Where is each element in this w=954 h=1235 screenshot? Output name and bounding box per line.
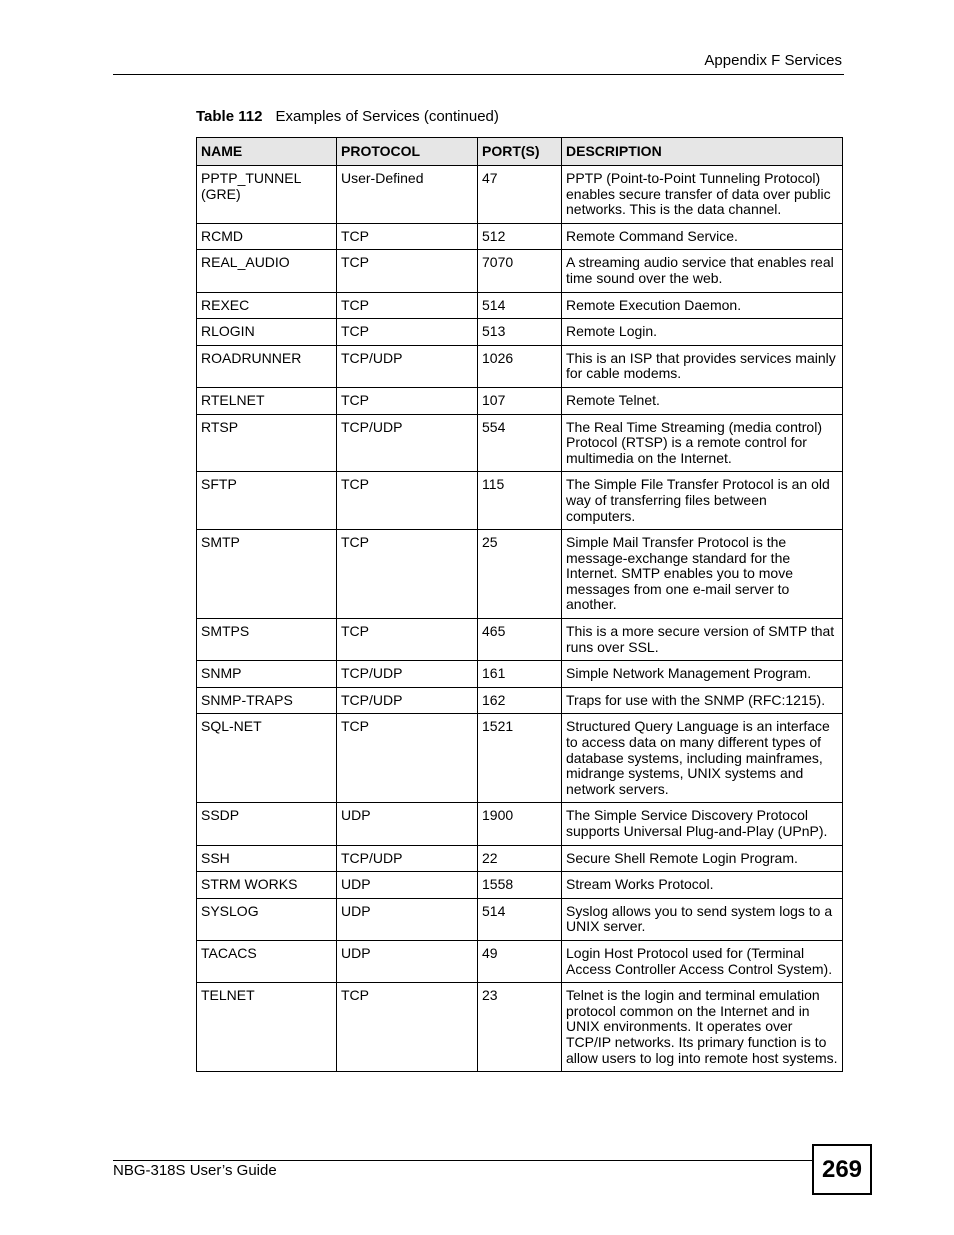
cell-ports: 23 — [478, 983, 562, 1072]
cell-name: REXEC — [197, 292, 337, 319]
table-row — [197, 845, 843, 872]
cell-ports: 7070 — [478, 250, 562, 292]
cell-ports: 465 — [478, 619, 562, 661]
column-header-protocol: PROTOCOL — [337, 138, 478, 166]
cell-protocol: User-Defined — [337, 166, 478, 224]
cell-name: ROADRUNNER — [197, 345, 337, 387]
cell-protocol: TCP/UDP — [337, 414, 478, 472]
cell-ports: 1521 — [478, 714, 562, 803]
table-row — [197, 223, 843, 250]
table-row — [197, 472, 843, 530]
table-row — [197, 661, 843, 688]
cell-name: TELNET — [197, 983, 337, 1072]
cell-description: The Simple File Transfer Protocol is an old way of transferring files between computers. — [562, 472, 843, 530]
cell-description: Login Host Protocol used for (Terminal Access Controller Access Control System). — [562, 940, 843, 982]
cell-description: Traps for use with the SNMP (RFC:1215). — [562, 687, 843, 714]
cell-description: Simple Network Management Program. — [562, 661, 843, 688]
cell-description: PPTP (Point-to-Point Tunneling Protocol) enables secure transfer of data over public networks. This is the data channel. — [562, 166, 843, 224]
table-body — [197, 166, 843, 1072]
table-row — [197, 530, 843, 619]
cell-description: Syslog allows you to send system logs to a UNIX server. — [562, 898, 843, 940]
cell-protocol: TCP — [337, 619, 478, 661]
cell-name: TACACS — [197, 940, 337, 982]
table-row — [197, 687, 843, 714]
table-row — [197, 345, 843, 387]
cell-name: SQL-NET — [197, 714, 337, 803]
cell-ports: 1026 — [478, 345, 562, 387]
cell-protocol: TCP — [337, 319, 478, 346]
cell-name: RCMD — [197, 223, 337, 250]
table-row — [197, 387, 843, 414]
cell-ports: 25 — [478, 530, 562, 619]
cell-ports: 47 — [478, 166, 562, 224]
cell-protocol: TCP — [337, 292, 478, 319]
cell-ports: 1900 — [478, 803, 562, 845]
cell-protocol: TCP — [337, 387, 478, 414]
cell-description: This is a more secure version of SMTP that runs over SSL. — [562, 619, 843, 661]
cell-description: The Simple Service Discovery Protocol supports Universal Plug-and-Play (UPnP). — [562, 803, 843, 845]
cell-name: SNMP — [197, 661, 337, 688]
cell-protocol: TCP/UDP — [337, 661, 478, 688]
cell-protocol: TCP — [337, 714, 478, 803]
cell-description: Remote Command Service. — [562, 223, 843, 250]
cell-name: RTELNET — [197, 387, 337, 414]
column-header-description: DESCRIPTION — [562, 138, 843, 166]
cell-name: SNMP-TRAPS — [197, 687, 337, 714]
cell-ports: 22 — [478, 845, 562, 872]
cell-description: Remote Login. — [562, 319, 843, 346]
table-row — [197, 714, 843, 803]
cell-description: This is an ISP that provides services mainly for cable modems. — [562, 345, 843, 387]
table-header-row — [197, 138, 843, 166]
cell-description: Telnet is the login and terminal emulation protocol common on the Internet and in UNIX environments. It operates over TCP/IP networks. Its primary function is to allow users to log into remote host systems. — [562, 983, 843, 1072]
table-row — [197, 292, 843, 319]
services-table — [196, 137, 843, 1072]
cell-name: RLOGIN — [197, 319, 337, 346]
table-row — [197, 166, 843, 224]
cell-ports: 107 — [478, 387, 562, 414]
table-row — [197, 803, 843, 845]
page-number: 269 — [812, 1144, 872, 1195]
cell-description: The Real Time Streaming (media control) Protocol (RTSP) is a remote control for multimedia on the Internet. — [562, 414, 843, 472]
cell-description: Remote Execution Daemon. — [562, 292, 843, 319]
cell-name: SMTP — [197, 530, 337, 619]
cell-ports: 49 — [478, 940, 562, 982]
cell-description: Structured Query Language is an interface to access data on many different types of database systems, including mainframes, midrange systems, UNIX systems and network servers. — [562, 714, 843, 803]
table-caption-number: Table 112 — [196, 108, 263, 125]
table-row — [197, 250, 843, 292]
table-caption-text: Examples of Services (continued) — [275, 108, 499, 125]
cell-name: SMTPS — [197, 619, 337, 661]
cell-ports: 512 — [478, 223, 562, 250]
cell-name: RTSP — [197, 414, 337, 472]
cell-name: SFTP — [197, 472, 337, 530]
cell-protocol: TCP/UDP — [337, 687, 478, 714]
table-row — [197, 414, 843, 472]
cell-ports: 162 — [478, 687, 562, 714]
table-row — [197, 319, 843, 346]
cell-name: SYSLOG — [197, 898, 337, 940]
cell-protocol: TCP/UDP — [337, 345, 478, 387]
cell-protocol: TCP — [337, 983, 478, 1072]
cell-name: SSH — [197, 845, 337, 872]
table-caption — [196, 108, 499, 126]
table-row — [197, 872, 843, 899]
cell-protocol: TCP — [337, 223, 478, 250]
table-row — [197, 619, 843, 661]
cell-protocol: TCP — [337, 250, 478, 292]
cell-protocol: TCP — [337, 472, 478, 530]
cell-ports: 1558 — [478, 872, 562, 899]
cell-protocol: TCP — [337, 530, 478, 619]
table-row — [197, 983, 843, 1072]
cell-ports: 513 — [478, 319, 562, 346]
cell-name: SSDP — [197, 803, 337, 845]
footer-rule — [113, 1160, 812, 1161]
column-header-name: NAME — [197, 138, 337, 166]
cell-description: Simple Mail Transfer Protocol is the message-exchange standard for the Internet. SMTP enables you to move messages from one e-mail server to another. — [562, 530, 843, 619]
cell-description: Remote Telnet. — [562, 387, 843, 414]
cell-ports: 161 — [478, 661, 562, 688]
cell-ports: 514 — [478, 898, 562, 940]
cell-description: A streaming audio service that enables real time sound over the web. — [562, 250, 843, 292]
cell-protocol: UDP — [337, 898, 478, 940]
table-row — [197, 898, 843, 940]
cell-name: STRM WORKS — [197, 872, 337, 899]
guide-title: NBG-318S User’s Guide — [113, 1162, 277, 1179]
cell-name: REAL_AUDIO — [197, 250, 337, 292]
cell-protocol: UDP — [337, 872, 478, 899]
cell-protocol: UDP — [337, 803, 478, 845]
cell-protocol: UDP — [337, 940, 478, 982]
column-header-ports: PORT(S) — [478, 138, 562, 166]
cell-ports: 514 — [478, 292, 562, 319]
cell-ports: 554 — [478, 414, 562, 472]
cell-description: Secure Shell Remote Login Program. — [562, 845, 843, 872]
cell-name: PPTP_TUNNEL (GRE) — [197, 166, 337, 224]
cell-protocol: TCP/UDP — [337, 845, 478, 872]
table-row — [197, 940, 843, 982]
cell-ports: 115 — [478, 472, 562, 530]
cell-description: Stream Works Protocol. — [562, 872, 843, 899]
section-title: Appendix F Services — [704, 52, 842, 69]
header-rule — [113, 74, 844, 75]
